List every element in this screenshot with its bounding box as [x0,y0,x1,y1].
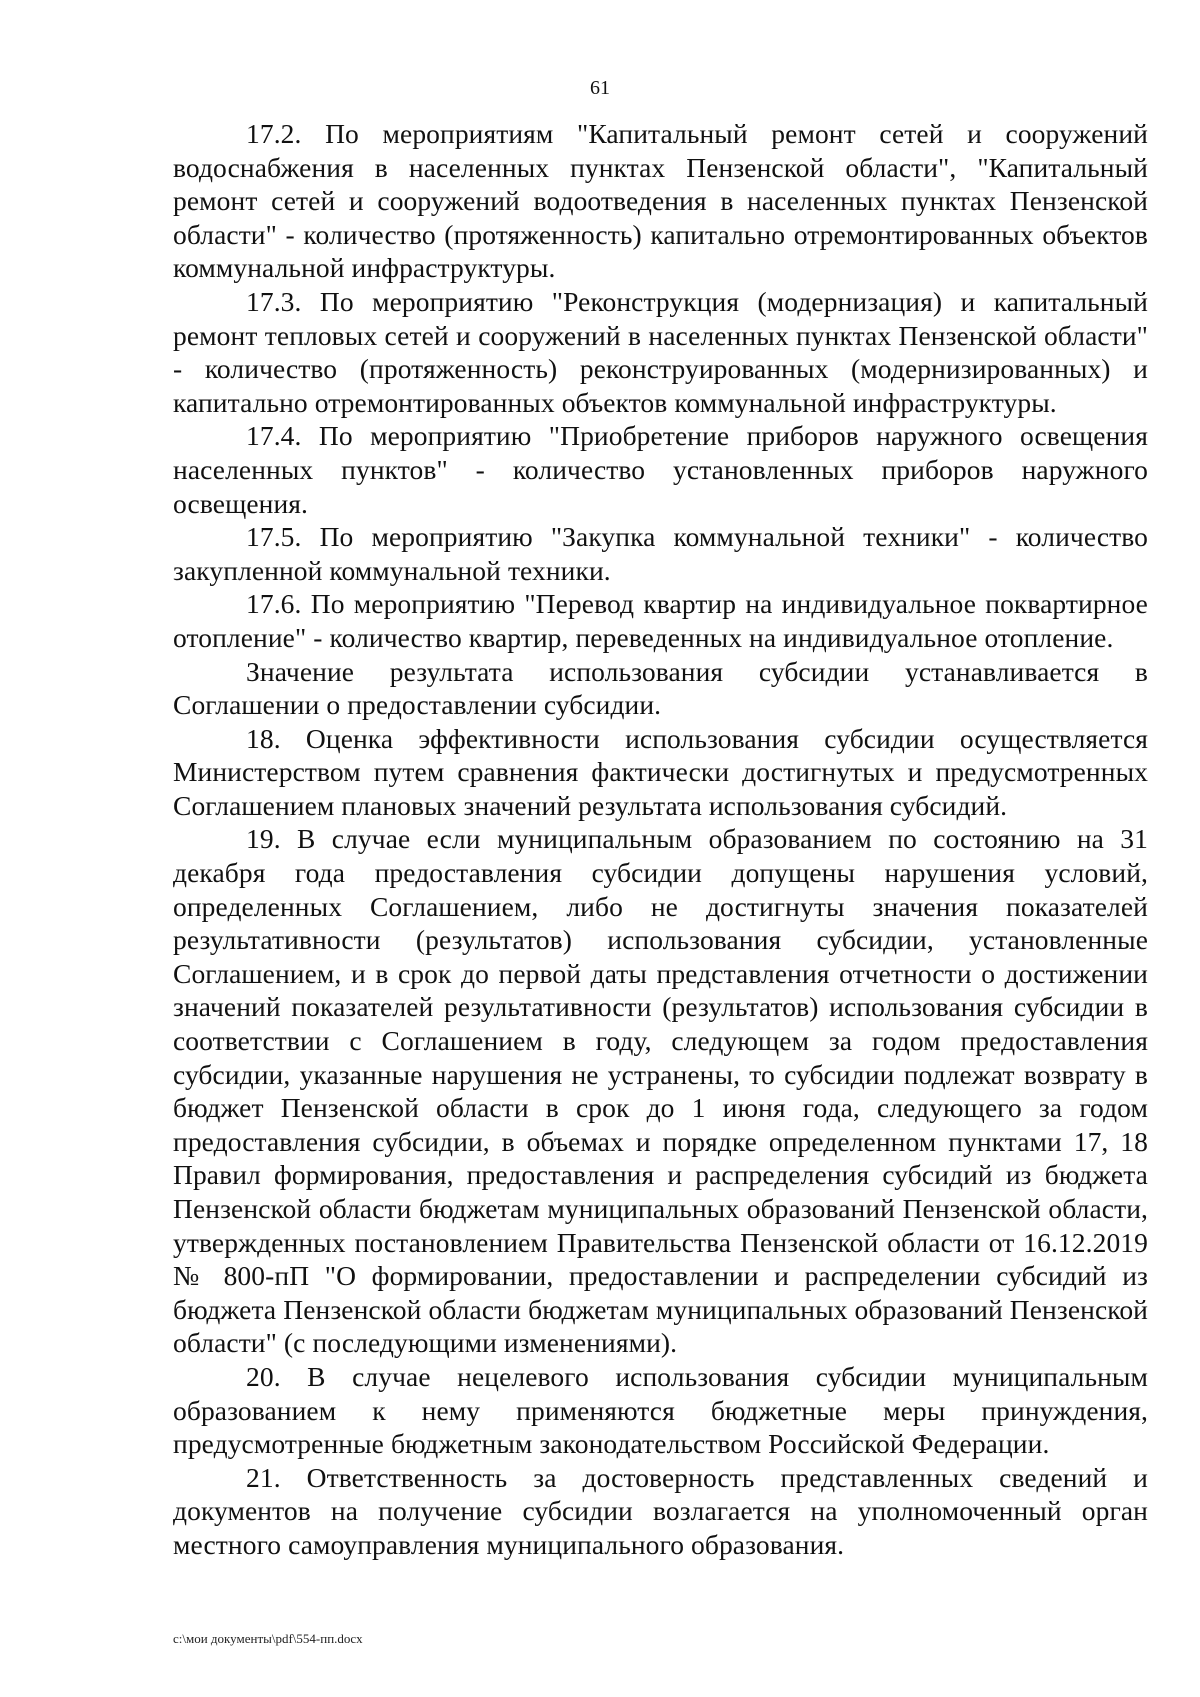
paragraph-20: 20. В случае нецелевого использования субсидии муниципальным образованием к нему применяются бюджетные меры принуждения, предусмотренные бюджетным законодательством Российской Федерации. [173,1360,1148,1460]
paragraph-17-2: 17.2. По мероприятиям "Капитальный ремонт сетей и сооружений водоснабжения в населенных пунктах Пензенской области", "Капитальный ремонт сетей и сооружений водоотведения в населенных пунктах Пензенской области" - количество (протяженность) капитально отремонтированных объектов коммунальной инфраструктуры. [173,118,1148,284]
paragraph-19: 19. В случае если муниципальным образованием по состоянию на 31 декабря года предоставления субсидии допущены нарушения условий, определенных Соглашением, либо не достигнуты значения показателей результативности (результатов) использования субсидии, установленные Соглашением, и в срок до первой даты представления отчетности о достижении значений показателей результативности (результатов) использования субсидии в соответствии с Соглашением в году, следующем за годом предоставления субсидии, указанные нарушения не устранены, то субсидии подлежат возврату в бюджет Пензенской области в срок до 1 июня года, следующего за годом предоставления субсидии, в объемах и порядке определенном пунктами 17, 18 Правил формирования, предоставления и распределения субсидий из бюджета Пензенской области бюджетам муниципальных образований Пензенской области, утвержденных постановлением Правительства Пензенской области от 16.12.2019 № 800-пП "О формировании, предоставлении и распределении субсидий из бюджета Пензенской области бюджетам муниципальных образований Пензенской области" (с последующими изменениями). [173,823,1148,1359]
paragraph-18: 18. Оценка эффективности использования субсидии осуществляется Министерством путем сравнения фактически достигнутых и предусмотренных Соглашением плановых значений результата использования субсидий. [173,722,1148,821]
document-body [173,117,1148,1562]
paragraph-21: 21. Ответственность за достоверность представленных сведений и документов на получение субсидии возлагается на уполномоченный орган местного самоуправления муниципального образования. [173,1461,1148,1560]
page-number: 61 [590,77,610,99]
paragraph-17-5: 17.5. По мероприятию "Закупка коммунальной техники" - количество закупленной коммунальной техники. [173,521,1148,586]
paragraph-17-4: 17.4. По мероприятию "Приобретение приборов наружного освещения населенных пунктов" - количество установленных приборов наружного освещения. [173,420,1148,519]
footer-file-path: c:\мои документы\pdf\554-пп.docx [173,1631,363,1646]
paragraph-17-3: 17.3. По мероприятию "Реконструкция (модернизация) и капитальный ремонт тепловых сетей и сооружений в населенных пунктах Пензенской области" - количество (протяженность) реконструированных (модернизированных) и капитально отремонтированных объектов коммунальной инфраструктуры. [173,285,1148,418]
paragraph-17-6: 17.6. По мероприятию "Перевод квартир на индивидуальное поквартирное отопление" - количество квартир, переведенных на индивидуальное отопление. [173,588,1148,653]
paragraph-result-value: Значение результата использования субсидии устанавливается в Соглашении о предоставлении субсидии. [173,655,1148,721]
